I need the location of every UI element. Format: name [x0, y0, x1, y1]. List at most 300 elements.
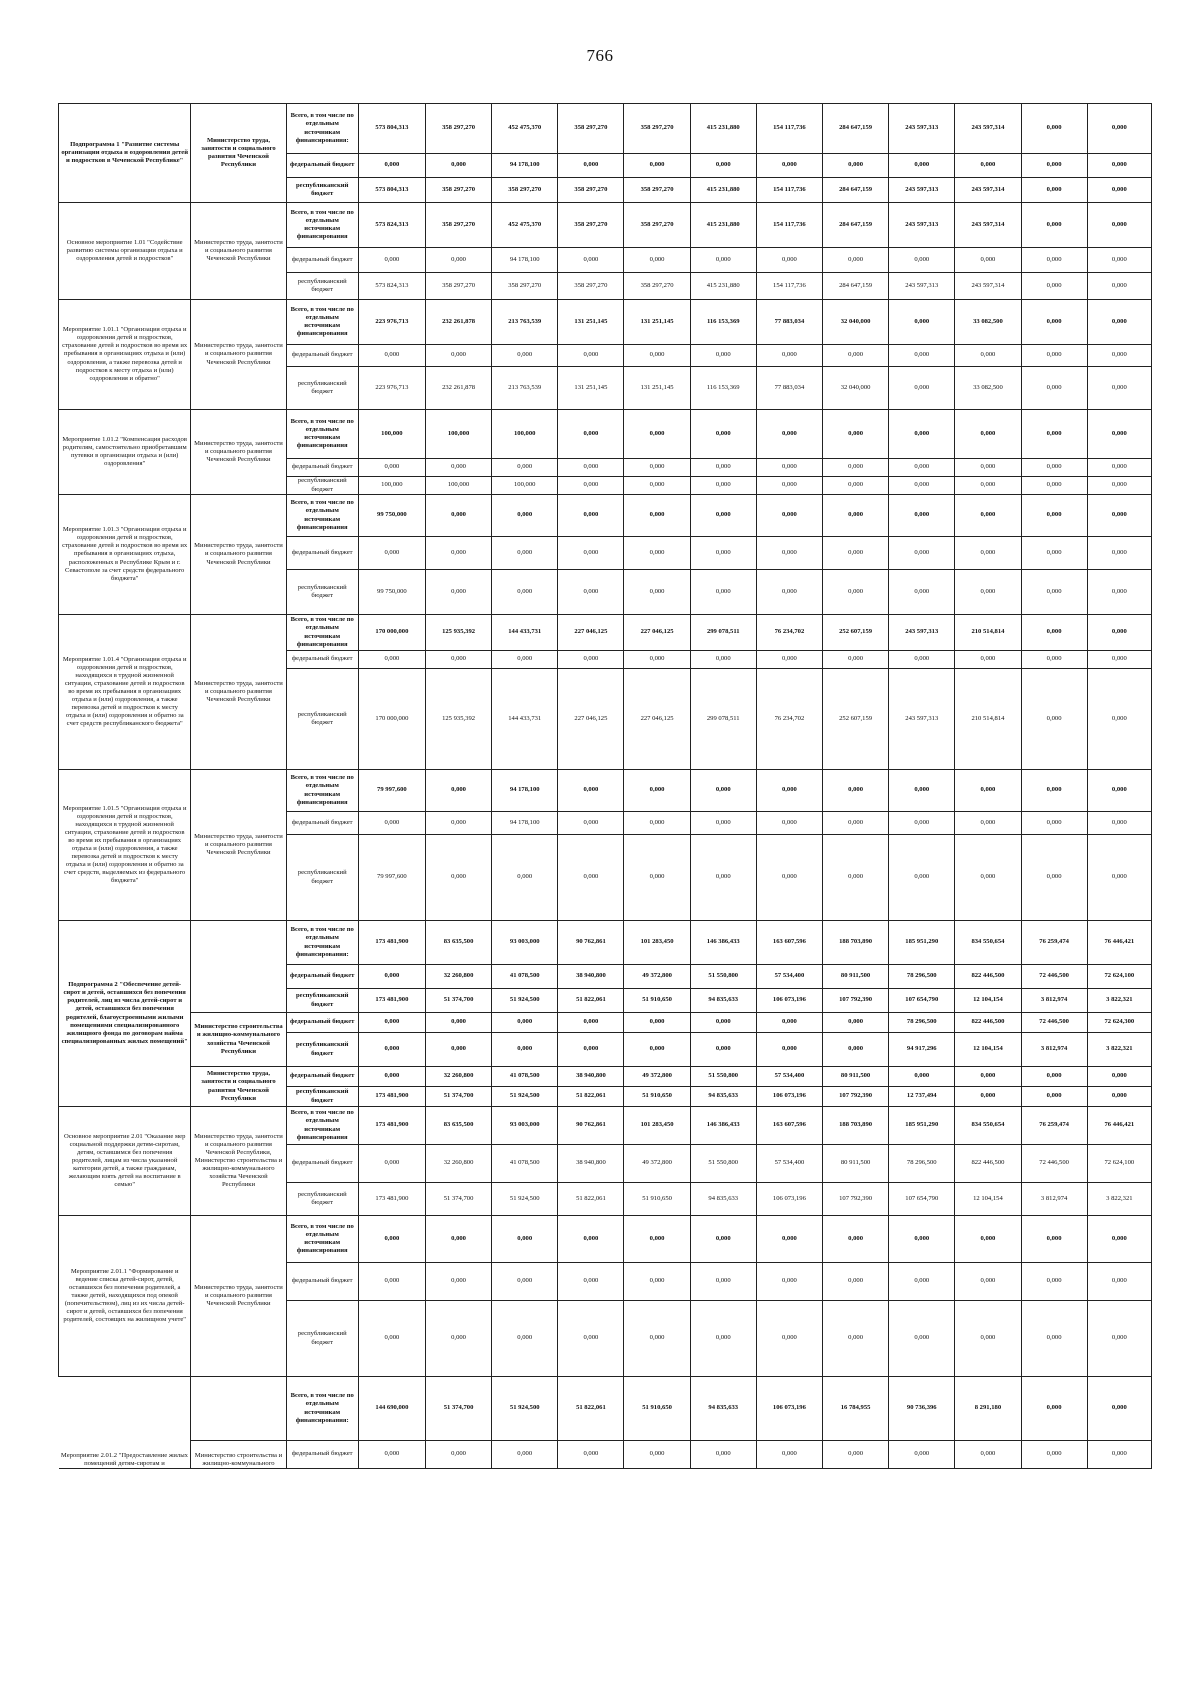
value-cell: 358 297,270: [624, 273, 690, 300]
funding-source-cell: Всего, в том числе по отдельным источникам финансирования: [286, 495, 358, 537]
value-cell: 131 251,145: [558, 367, 624, 410]
value-cell: 0,000: [889, 367, 955, 410]
value-cell: 0,000: [558, 1441, 624, 1469]
value-cell: 0,000: [690, 1013, 756, 1033]
value-cell: 154 117,736: [756, 273, 822, 300]
value-cell: 0,000: [756, 410, 822, 459]
value-cell: 0,000: [955, 1441, 1021, 1469]
page-number: 766: [586, 46, 614, 65]
funding-source-cell: федеральный бюджет: [286, 1263, 358, 1301]
funding-source-cell: федеральный бюджет: [286, 1441, 358, 1469]
value-cell: 0,000: [955, 812, 1021, 835]
value-cell: 0,000: [624, 1033, 690, 1067]
value-cell: 243 597,314: [955, 203, 1021, 248]
value-cell: 0,000: [889, 459, 955, 477]
value-cell: 0,000: [558, 1033, 624, 1067]
value-cell: 90 762,861: [558, 1107, 624, 1145]
value-cell: 0,000: [889, 812, 955, 835]
value-cell: 243 597,314: [955, 273, 1021, 300]
funding-source-cell: федеральный бюджет: [286, 651, 358, 669]
value-cell: 185 951,290: [889, 1107, 955, 1145]
value-cell: 0,000: [955, 651, 1021, 669]
value-cell: 0,000: [492, 835, 558, 921]
value-cell: 0,000: [492, 1263, 558, 1301]
value-cell: 0,000: [492, 537, 558, 570]
value-cell: 0,000: [1087, 154, 1151, 178]
value-cell: 0,000: [1087, 1301, 1151, 1377]
value-cell: 0,000: [492, 651, 558, 669]
value-cell: 51 550,800: [690, 1145, 756, 1183]
value-cell: 51 924,500: [492, 1377, 558, 1441]
value-cell: 0,000: [624, 651, 690, 669]
value-cell: 0,000: [1021, 770, 1087, 812]
value-cell: 284 647,159: [823, 178, 889, 203]
value-cell: 57 534,400: [756, 1145, 822, 1183]
value-cell: 0,000: [1021, 300, 1087, 345]
value-cell: 106 073,196: [756, 989, 822, 1013]
value-cell: 0,000: [1087, 669, 1151, 770]
value-cell: 0,000: [1021, 1087, 1087, 1107]
value-cell: 3 812,974: [1021, 1033, 1087, 1067]
value-cell: 0,000: [1087, 345, 1151, 367]
value-cell: 0,000: [1021, 178, 1087, 203]
value-cell: 0,000: [690, 812, 756, 835]
value-cell: 358 297,270: [492, 273, 558, 300]
value-cell: 0,000: [1087, 248, 1151, 273]
value-cell: 51 550,800: [690, 965, 756, 989]
value-cell: 358 297,270: [425, 104, 491, 154]
value-cell: 125 935,392: [425, 615, 491, 651]
value-cell: 0,000: [1021, 273, 1087, 300]
value-cell: 33 082,500: [955, 300, 1021, 345]
value-cell: 49 372,800: [624, 1067, 690, 1087]
value-cell: 0,000: [425, 459, 491, 477]
value-cell: 0,000: [1021, 651, 1087, 669]
value-cell: 72 624,100: [1087, 965, 1151, 989]
value-cell: 0,000: [558, 651, 624, 669]
executor-cell: Министерство труда, занятости и социального развития Чеченской Республики: [191, 300, 286, 410]
value-cell: 0,000: [756, 835, 822, 921]
value-cell: 0,000: [690, 1301, 756, 1377]
value-cell: 100,000: [492, 410, 558, 459]
value-cell: 0,000: [889, 570, 955, 615]
value-cell: 0,000: [558, 812, 624, 835]
value-cell: 243 597,313: [889, 178, 955, 203]
value-cell: 80 911,500: [823, 1067, 889, 1087]
funding-source-cell: республиканский бюджет: [286, 669, 358, 770]
value-cell: 0,000: [358, 1441, 425, 1469]
value-cell: 0,000: [823, 345, 889, 367]
value-cell: 0,000: [889, 1216, 955, 1263]
value-cell: 0,000: [1087, 1377, 1151, 1441]
value-cell: 358 297,270: [425, 178, 491, 203]
value-cell: 188 703,890: [823, 921, 889, 965]
value-cell: 0,000: [690, 410, 756, 459]
funding-source-cell: республиканский бюджет: [286, 273, 358, 300]
value-cell: 0,000: [1087, 1067, 1151, 1087]
executor-cell: Министерство труда, занятости и социального развития Чеченской Республики: [191, 1216, 286, 1377]
value-cell: 243 597,313: [889, 615, 955, 651]
value-cell: 0,000: [624, 154, 690, 178]
value-cell: 0,000: [1021, 459, 1087, 477]
value-cell: 106 073,196: [756, 1087, 822, 1107]
value-cell: 0,000: [1021, 615, 1087, 651]
value-cell: 83 635,500: [425, 921, 491, 965]
value-cell: 834 550,654: [955, 921, 1021, 965]
value-cell: 0,000: [492, 1301, 558, 1377]
value-cell: 0,000: [823, 495, 889, 537]
value-cell: 0,000: [1021, 203, 1087, 248]
value-cell: 51 924,500: [492, 989, 558, 1013]
value-cell: 243 597,313: [889, 203, 955, 248]
value-cell: 0,000: [492, 1216, 558, 1263]
value-cell: 173 481,900: [358, 1087, 425, 1107]
funding-source-cell: Всего, в том числе по отдельным источникам финансирования:: [286, 104, 358, 154]
value-cell: 99 750,000: [358, 495, 425, 537]
value-cell: 0,000: [889, 1441, 955, 1469]
value-cell: 0,000: [690, 248, 756, 273]
funding-source-cell: федеральный бюджет: [286, 965, 358, 989]
value-cell: 0,000: [1021, 248, 1087, 273]
value-cell: 3 812,974: [1021, 1183, 1087, 1216]
value-cell: 223 976,713: [358, 367, 425, 410]
value-cell: 106 073,196: [756, 1377, 822, 1441]
value-cell: 0,000: [358, 812, 425, 835]
value-cell: 0,000: [1021, 495, 1087, 537]
value-cell: 0,000: [889, 651, 955, 669]
value-cell: 358 297,270: [558, 104, 624, 154]
value-cell: 0,000: [1021, 1216, 1087, 1263]
funding-source-cell: республиканский бюджет: [286, 1301, 358, 1377]
executor-cell: Министерство труда, занятости и социального развития Чеченской Республики: [191, 1067, 286, 1107]
funding-source-cell: Всего, в том числе по отдельным источникам финансирования: [286, 203, 358, 248]
value-cell: 358 297,270: [425, 203, 491, 248]
funding-source-cell: федеральный бюджет: [286, 1067, 358, 1087]
table-row: [59, 203, 1152, 248]
value-cell: 90 762,861: [558, 921, 624, 965]
value-cell: 0,000: [624, 1441, 690, 1469]
value-cell: 0,000: [823, 1013, 889, 1033]
value-cell: 0,000: [955, 835, 1021, 921]
executor-cell: Министерство труда, занятости и социального развития Чеченской Республики: [191, 203, 286, 300]
value-cell: 57 534,400: [756, 1067, 822, 1087]
value-cell: 100,000: [358, 410, 425, 459]
value-cell: 93 003,000: [492, 921, 558, 965]
value-cell: 0,000: [756, 537, 822, 570]
value-cell: 0,000: [558, 835, 624, 921]
value-cell: 358 297,270: [624, 104, 690, 154]
value-cell: 0,000: [624, 248, 690, 273]
value-cell: 0,000: [889, 410, 955, 459]
funding-source-cell: Всего, в том числе по отдельным источникам финансирования: [286, 1216, 358, 1263]
table-row: [59, 1013, 1152, 1033]
value-cell: 51 374,700: [425, 989, 491, 1013]
value-cell: 170 000,000: [358, 615, 425, 651]
value-cell: 0,000: [1087, 477, 1151, 495]
value-cell: 0,000: [955, 1263, 1021, 1301]
table-row: [59, 1107, 1152, 1145]
value-cell: 12 104,154: [955, 989, 1021, 1013]
executor-cell: [191, 1377, 286, 1441]
value-cell: 0,000: [756, 459, 822, 477]
value-cell: 0,000: [358, 459, 425, 477]
value-cell: 80 911,500: [823, 1145, 889, 1183]
value-cell: 51 924,500: [492, 1087, 558, 1107]
value-cell: 0,000: [1087, 104, 1151, 154]
table-row: [59, 410, 1152, 459]
value-cell: 0,000: [358, 1216, 425, 1263]
funding-source-cell: Всего, в том числе по отдельным источникам финансирования: [286, 300, 358, 345]
value-cell: 0,000: [358, 248, 425, 273]
value-cell: 0,000: [558, 1013, 624, 1033]
value-cell: 0,000: [425, 154, 491, 178]
value-cell: 173 481,900: [358, 921, 425, 965]
executor-cell: Министерство труда, занятости и социального развития Чеченской Республики: [191, 770, 286, 921]
value-cell: 76 446,421: [1087, 921, 1151, 965]
funding-source-cell: республиканский бюджет: [286, 570, 358, 615]
value-cell: 0,000: [558, 495, 624, 537]
value-cell: 227 046,125: [624, 669, 690, 770]
value-cell: 0,000: [889, 248, 955, 273]
value-cell: 0,000: [889, 154, 955, 178]
executor-cell: Министерство труда, занятости и социального развития Чеченской Республики, Министерство строительства и жилищно-коммунального хозяйства Чеченской Республики: [191, 1107, 286, 1216]
value-cell: 573 824,313: [358, 273, 425, 300]
value-cell: 8 291,180: [955, 1377, 1021, 1441]
value-cell: 0,000: [425, 1263, 491, 1301]
program-name-cell: Мероприятие 1.01.3 "Организация отдыха и оздоровления детей и подростков, страхование детей и подростков во время их пребывания в организациях отдыха, расположенных в Республике Крым и г. Севастополе за счет средств федерального бюджета": [59, 495, 191, 615]
value-cell: 0,000: [690, 537, 756, 570]
value-cell: 0,000: [823, 154, 889, 178]
value-cell: 415 231,880: [690, 178, 756, 203]
value-cell: 0,000: [690, 1441, 756, 1469]
executor-cell: Министерство труда, занятости и социального развития Чеченской Республики: [191, 410, 286, 495]
value-cell: 0,000: [1087, 300, 1151, 345]
value-cell: 0,000: [624, 495, 690, 537]
table-row: [59, 1067, 1152, 1087]
value-cell: 0,000: [690, 1216, 756, 1263]
executor-cell: [191, 921, 286, 1013]
value-cell: 0,000: [690, 495, 756, 537]
table-row: [59, 615, 1152, 651]
value-cell: 0,000: [690, 345, 756, 367]
value-cell: 0,000: [624, 835, 690, 921]
value-cell: 0,000: [756, 495, 822, 537]
value-cell: 33 082,500: [955, 367, 1021, 410]
value-cell: 72 446,500: [1021, 1013, 1087, 1033]
value-cell: 0,000: [1087, 537, 1151, 570]
value-cell: 0,000: [425, 1216, 491, 1263]
value-cell: 0,000: [1087, 1216, 1151, 1263]
value-cell: 0,000: [823, 770, 889, 812]
value-cell: 243 597,314: [955, 178, 1021, 203]
value-cell: 0,000: [690, 570, 756, 615]
value-cell: 76 234,702: [756, 669, 822, 770]
value-cell: 415 231,880: [690, 273, 756, 300]
value-cell: 0,000: [955, 1216, 1021, 1263]
value-cell: 0,000: [955, 248, 1021, 273]
value-cell: 163 607,596: [756, 921, 822, 965]
value-cell: 0,000: [756, 1263, 822, 1301]
value-cell: 0,000: [1021, 154, 1087, 178]
value-cell: 94 917,296: [889, 1033, 955, 1067]
value-cell: 0,000: [492, 1441, 558, 1469]
value-cell: 243 597,313: [889, 273, 955, 300]
value-cell: 0,000: [492, 1013, 558, 1033]
value-cell: 107 792,390: [823, 989, 889, 1013]
value-cell: 41 078,500: [492, 1145, 558, 1183]
value-cell: 100,000: [358, 477, 425, 495]
value-cell: 173 481,900: [358, 989, 425, 1013]
value-cell: 0,000: [624, 345, 690, 367]
value-cell: 0,000: [358, 651, 425, 669]
value-cell: 0,000: [624, 1301, 690, 1377]
value-cell: 243 597,314: [955, 104, 1021, 154]
value-cell: 0,000: [823, 1033, 889, 1067]
value-cell: 116 153,369: [690, 367, 756, 410]
value-cell: 94 835,633: [690, 1087, 756, 1107]
value-cell: 154 117,736: [756, 178, 822, 203]
program-name-cell: Мероприятие 1.01.5 "Организация отдыха и оздоровления детей и подростков, находящихся в трудной жизненной ситуации, страхование детей и подростков во время их пребывания в организациях отдыха и (или) оздоровления, а также перевозка детей и подростков к месту отдыха и (или) оздоровления и обратно за счет средств, выделяемых из федерального бюджета": [59, 770, 191, 921]
value-cell: 284 647,159: [823, 104, 889, 154]
value-cell: 51 822,061: [558, 1183, 624, 1216]
value-cell: 163 607,596: [756, 1107, 822, 1145]
value-cell: 0,000: [1087, 570, 1151, 615]
value-cell: 38 940,800: [558, 1067, 624, 1087]
value-cell: 101 283,450: [624, 921, 690, 965]
value-cell: 0,000: [690, 1263, 756, 1301]
value-cell: 252 607,159: [823, 669, 889, 770]
value-cell: 822 446,500: [955, 1145, 1021, 1183]
value-cell: 76 446,421: [1087, 1107, 1151, 1145]
value-cell: 3 822,321: [1087, 1183, 1151, 1216]
value-cell: 0,000: [756, 1013, 822, 1033]
value-cell: 0,000: [955, 477, 1021, 495]
value-cell: 16 784,955: [823, 1377, 889, 1441]
value-cell: 0,000: [889, 495, 955, 537]
value-cell: 0,000: [889, 1263, 955, 1301]
funding-source-cell: федеральный бюджет: [286, 812, 358, 835]
value-cell: 144 433,731: [492, 669, 558, 770]
value-cell: 0,000: [889, 835, 955, 921]
value-cell: 0,000: [624, 1216, 690, 1263]
value-cell: 0,000: [889, 537, 955, 570]
value-cell: 0,000: [492, 495, 558, 537]
value-cell: 51 374,700: [425, 1183, 491, 1216]
value-cell: 0,000: [955, 537, 1021, 570]
value-cell: 51 822,061: [558, 1087, 624, 1107]
value-cell: 0,000: [690, 651, 756, 669]
value-cell: 79 997,600: [358, 835, 425, 921]
value-cell: 0,000: [558, 1263, 624, 1301]
value-cell: 227 046,125: [558, 615, 624, 651]
value-cell: 0,000: [823, 1441, 889, 1469]
value-cell: 0,000: [1087, 651, 1151, 669]
value-cell: 0,000: [1021, 669, 1087, 770]
value-cell: 0,000: [1021, 835, 1087, 921]
value-cell: 0,000: [624, 459, 690, 477]
value-cell: 0,000: [624, 570, 690, 615]
value-cell: 0,000: [756, 477, 822, 495]
value-cell: 358 297,270: [558, 273, 624, 300]
table-body: [59, 104, 1152, 1469]
value-cell: 0,000: [955, 1301, 1021, 1377]
value-cell: 77 883,034: [756, 367, 822, 410]
value-cell: 106 073,196: [756, 1183, 822, 1216]
value-cell: 415 231,880: [690, 104, 756, 154]
value-cell: 227 046,125: [558, 669, 624, 770]
value-cell: 0,000: [955, 345, 1021, 367]
value-cell: 99 750,000: [358, 570, 425, 615]
value-cell: 77 883,034: [756, 300, 822, 345]
value-cell: 0,000: [823, 1301, 889, 1377]
value-cell: 0,000: [425, 537, 491, 570]
value-cell: 0,000: [425, 248, 491, 273]
value-cell: 0,000: [1087, 615, 1151, 651]
value-cell: 0,000: [425, 770, 491, 812]
value-cell: 0,000: [1087, 178, 1151, 203]
value-cell: 0,000: [1021, 1263, 1087, 1301]
value-cell: 41 078,500: [492, 965, 558, 989]
value-cell: 49 372,800: [624, 1145, 690, 1183]
value-cell: 573 824,313: [358, 203, 425, 248]
value-cell: 38 940,800: [558, 1145, 624, 1183]
value-cell: 12 104,154: [955, 1033, 1021, 1067]
value-cell: 76 259,474: [1021, 921, 1087, 965]
value-cell: 452 475,370: [492, 203, 558, 248]
value-cell: 76 259,474: [1021, 1107, 1087, 1145]
executor-cell: Министерство труда, занятости и социального развития Чеченской Республики: [191, 104, 286, 203]
value-cell: 0,000: [690, 1033, 756, 1067]
value-cell: 0,000: [1021, 367, 1087, 410]
value-cell: 107 654,790: [889, 989, 955, 1013]
funding-source-cell: Всего, в том числе по отдельным источникам финансирования: [286, 770, 358, 812]
value-cell: 0,000: [624, 477, 690, 495]
value-cell: 131 251,145: [624, 300, 690, 345]
value-cell: 51 374,700: [425, 1377, 491, 1441]
value-cell: 51 910,650: [624, 989, 690, 1013]
value-cell: 573 804,313: [358, 178, 425, 203]
value-cell: 0,000: [624, 812, 690, 835]
value-cell: 0,000: [492, 459, 558, 477]
value-cell: 51 910,650: [624, 1377, 690, 1441]
value-cell: 94 835,633: [690, 1377, 756, 1441]
value-cell: 0,000: [1087, 1087, 1151, 1107]
value-cell: 0,000: [823, 570, 889, 615]
value-cell: 0,000: [823, 459, 889, 477]
value-cell: 0,000: [889, 1301, 955, 1377]
value-cell: 78 296,500: [889, 965, 955, 989]
value-cell: 72 446,500: [1021, 965, 1087, 989]
value-cell: 0,000: [358, 154, 425, 178]
executor-cell: Министерство строительства и жилищно-коммунального хозяйства Чеченской Республики: [191, 1013, 286, 1067]
value-cell: 154 117,736: [756, 104, 822, 154]
value-cell: 0,000: [756, 651, 822, 669]
value-cell: 0,000: [425, 1301, 491, 1377]
value-cell: 83 635,500: [425, 1107, 491, 1145]
value-cell: 0,000: [358, 1301, 425, 1377]
value-cell: 0,000: [425, 651, 491, 669]
value-cell: 0,000: [756, 812, 822, 835]
executor-cell: Министерство труда, занятости и социального развития Чеченской Республики: [191, 615, 286, 770]
value-cell: 90 736,396: [889, 1377, 955, 1441]
value-cell: 284 647,159: [823, 273, 889, 300]
funding-source-cell: республиканский бюджет: [286, 178, 358, 203]
value-cell: 0,000: [756, 248, 822, 273]
value-cell: 0,000: [624, 1263, 690, 1301]
value-cell: 32 040,000: [823, 300, 889, 345]
value-cell: 0,000: [756, 345, 822, 367]
funding-source-cell: республиканский бюджет: [286, 989, 358, 1013]
